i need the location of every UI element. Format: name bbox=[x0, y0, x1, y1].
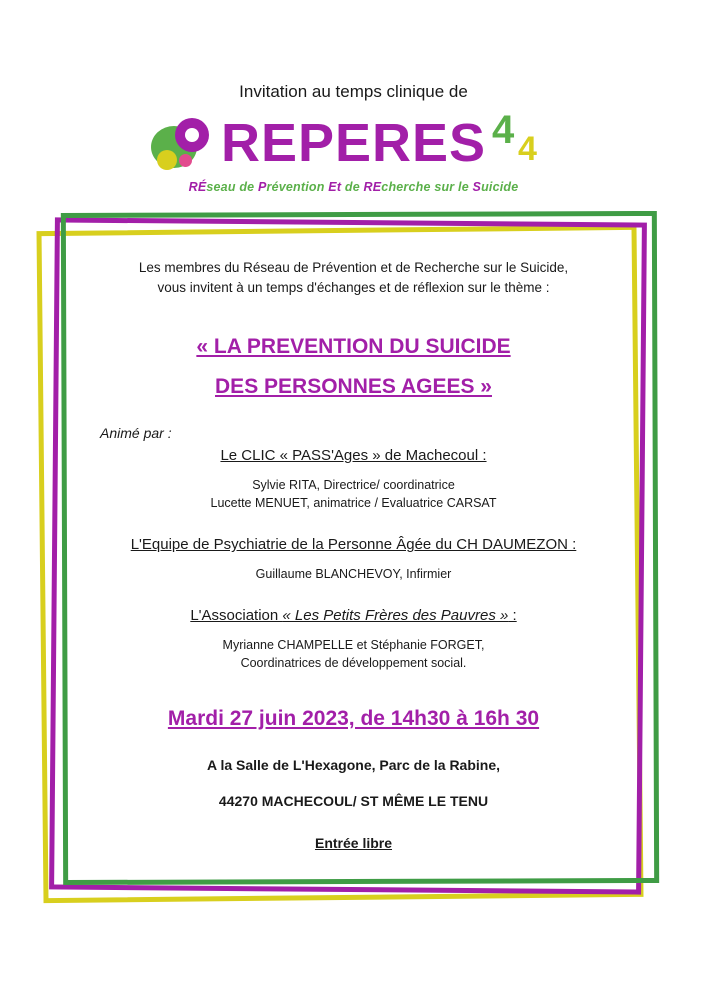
intro-line-2: vous invitent à un temps d'échanges et de réflexion sur le thème : bbox=[157, 279, 550, 295]
animated-by-label: Animé par : bbox=[100, 424, 172, 441]
theme-line-1: « LA PREVENTION DU SUICIDE bbox=[196, 335, 511, 359]
free-entry-note: Entrée libre bbox=[314, 834, 393, 851]
intro-line-1: Les membres du Réseau de Prévention et de Recherche sur le Suicide, bbox=[138, 260, 569, 275]
person: Coordinatrices de développement social. bbox=[240, 656, 467, 671]
logo-purple-hole-icon bbox=[185, 128, 199, 142]
logo-tagline: RÉseau de Prévention Et de REcherche sur le Suicide bbox=[188, 180, 519, 194]
person: Myrianne CHAMPELLE et Stéphanie FORGET, bbox=[222, 638, 485, 653]
event-datetime: Mardi 27 juin 2023, de 14h30 à 16h 30 bbox=[167, 706, 540, 730]
organisation-3-name bbox=[80, 607, 627, 624]
theme-title bbox=[80, 327, 627, 407]
logo-pink-blob-icon bbox=[179, 154, 192, 167]
logo-number-top: 4 bbox=[492, 108, 515, 152]
organisation-2-people bbox=[80, 565, 627, 583]
organisation-3-suffix: : bbox=[508, 607, 517, 625]
organisation-1-people bbox=[80, 476, 627, 512]
organisation-1-name: Le CLIC « PASS'Ages » de Machecoul : bbox=[220, 446, 487, 464]
person: Sylvie RITA, Directrice/ coordinatrice bbox=[252, 477, 455, 492]
event-city: 44270 MACHECOUL/ ST MÊME LE TENU bbox=[218, 792, 489, 809]
logo-44 bbox=[492, 110, 558, 172]
invitation-content bbox=[80, 258, 627, 851]
theme-line-2: DES PERSONNES AGEES » bbox=[215, 375, 492, 399]
organisation-3-italic: « Les Petits Frères des Pauvres » bbox=[282, 607, 509, 625]
logo-yellow-blob-icon bbox=[157, 150, 177, 170]
intro-paragraph bbox=[80, 258, 627, 297]
logo-number-bottom: 4 bbox=[518, 130, 537, 168]
logo-wordmark: REPERES bbox=[220, 113, 487, 173]
logo-blobs-icon bbox=[149, 116, 215, 178]
person: Lucette MENUET, animatrice / Evaluatrice CARSAT bbox=[210, 496, 497, 511]
organisation-2-name: L'Equipe de Psychiatrie de la Personne Âgée du CH DAUMEZON : bbox=[130, 536, 577, 554]
reperes-logo bbox=[0, 110, 707, 194]
organisation-3-prefix: L'Association bbox=[190, 607, 283, 625]
invitation-line: Invitation au temps clinique de bbox=[239, 82, 468, 101]
event-venue: A la Salle de L'Hexagone, Parc de la Rabine, bbox=[206, 756, 501, 773]
organisation-3-people bbox=[80, 636, 627, 672]
person: Guillaume BLANCHEVOY, Infirmier bbox=[255, 567, 452, 582]
